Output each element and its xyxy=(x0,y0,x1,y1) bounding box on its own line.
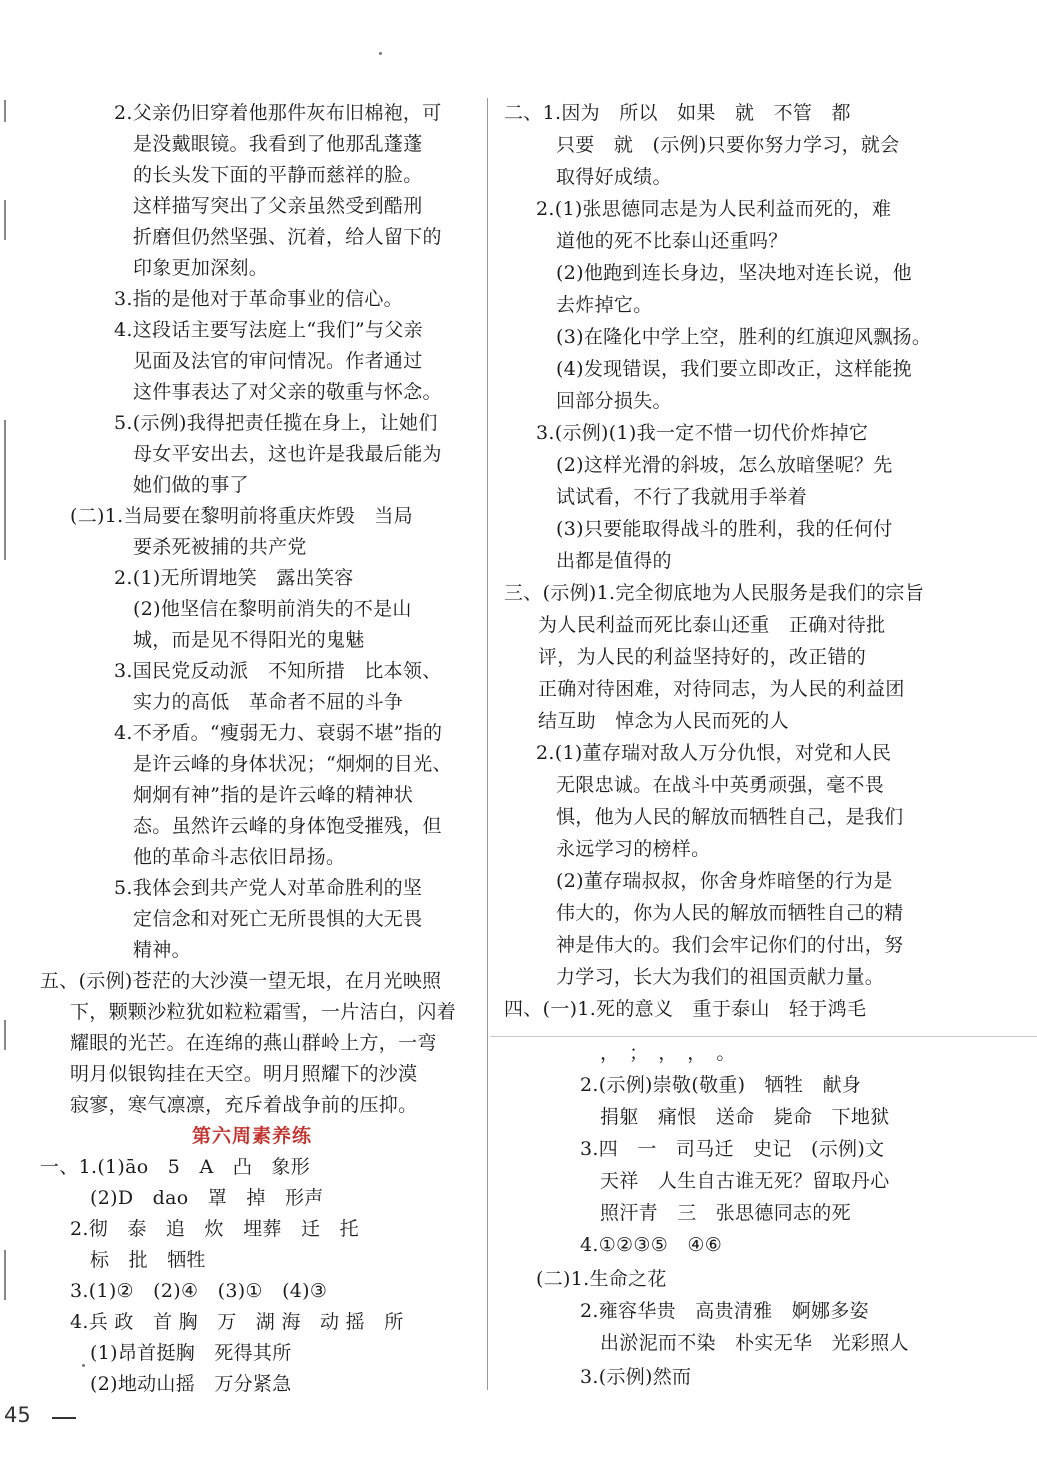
answer-line: 道他的死不比泰山还重吗？ xyxy=(556,230,788,252)
answer-line: 3.四 一 司马迁 史记 (示例)文 xyxy=(580,1138,885,1160)
edge-mark xyxy=(4,1020,6,1050)
answer-line: 炯炯有神”指的是许云峰的精神状 xyxy=(133,784,414,806)
answer-line: 结互助 悼念为人民而死的人 xyxy=(538,710,789,732)
answer-line: 精神。 xyxy=(133,939,191,961)
answer-line: 定信念和对死亡无所畏惧的大无畏 xyxy=(133,908,423,930)
answer-line: 2.(1)无所谓地笑 露出笑容 xyxy=(114,567,354,589)
answer-line: 这样描写突出了父亲虽然受到酷刑 xyxy=(133,195,423,217)
answer-line: 耀眼的光芒。在连绵的燕山群岭上方，一弯 xyxy=(70,1032,437,1054)
answer-line: 二、1.因为 所以 如果 就 不管 都 xyxy=(504,102,851,124)
answer-line: 捐躯 痛恨 送命 毙命 下地狱 xyxy=(600,1106,890,1128)
answer-line: 3.(示例)(1)我一定不惜一切代价炸掉它 xyxy=(536,422,869,444)
answer-line: 评，为人民的利益坚持好的，改正错的 xyxy=(538,646,867,668)
left-column xyxy=(0,0,490,1475)
answer-line: 3.(示例)然而 xyxy=(580,1366,692,1388)
answer-line: 2.(1)张思德同志是为人民利益而死的，难 xyxy=(536,198,892,220)
answer-line: 力学习，长大为我们的祖国贡献力量。 xyxy=(556,966,885,988)
answer-line: 她们做的事了 xyxy=(133,474,249,496)
answer-line: 神是伟大的。我们会牢记你们的付出，努 xyxy=(556,934,904,956)
edge-mark xyxy=(4,1250,6,1300)
answer-line: 下，颗颗沙粒犹如粒粒霜雪，一片洁白，闪着 xyxy=(70,1001,457,1023)
answer-line: (2)他跑到连长身边，坚决地对连长说，他 xyxy=(556,262,912,284)
column-divider xyxy=(487,98,488,1390)
answer-line: 去炸掉它。 xyxy=(556,294,653,316)
answer-line: 这件事表达了对父亲的敬重与怀念。 xyxy=(133,381,442,403)
answer-line: 是没戴眼镜。我看到了他那乱蓬蓬 xyxy=(133,133,423,155)
answer-line: 三、(示例)1.完全彻底地为人民服务是我们的宗旨 xyxy=(504,582,925,604)
right-column xyxy=(490,0,1037,1475)
answer-line: 5.我体会到共产党人对革命胜利的坚 xyxy=(114,877,423,899)
answer-line: 出淤泥而不染 朴实无华 光彩照人 xyxy=(600,1332,909,1354)
section-heading: 第六周素养练 xyxy=(192,1125,313,1147)
page-number: 45 xyxy=(4,1403,31,1427)
answer-line: 只要 就 (示例)只要你努力学习，就会 xyxy=(556,134,900,156)
answer-line: 实力的高低 革命者不屈的斗争 xyxy=(133,691,404,713)
answer-line: 印象更加深刻。 xyxy=(133,257,269,279)
answer-line: 寂寥，寒气凛凛，充斥着战争前的压抑。 xyxy=(70,1094,418,1116)
answer-line: (3)只要能取得战斗的胜利，我的任何付 xyxy=(556,518,893,540)
answer-line: (2)D dao 罩 掉 形声 xyxy=(90,1187,324,1209)
speck xyxy=(82,1364,85,1367)
answer-line: 2.(示例)崇敬(敬重) 牺牲 献身 xyxy=(580,1074,862,1096)
answer-line: (1)昂首挺胸 死得其所 xyxy=(90,1342,292,1364)
answer-line: 见面及法官的审问情况。作者通过 xyxy=(133,350,423,372)
answer-line: 四、(一)1.死的意义 重于泰山 轻于鸿毛 xyxy=(504,998,867,1020)
answer-line: 是许云峰的身体状况；“炯炯的目光、 xyxy=(133,753,452,775)
answer-line: (2)董存瑞叔叔，你舍身炸暗堡的行为是 xyxy=(556,870,893,892)
answer-line: 回部分损失。 xyxy=(556,390,672,412)
answer-line: 3.国民党反动派 不知所措 比本领、 xyxy=(114,660,442,682)
answer-line: 3.指的是他对于革命事业的信心。 xyxy=(114,288,403,310)
answer-line: 标 批 牺牲 xyxy=(90,1249,206,1271)
page-number-dash xyxy=(52,1417,76,1419)
answer-line: 无限忠诚。在战斗中英勇顽强，毫不畏 xyxy=(556,774,885,796)
answer-line: 惧，他为人民的解放而牺牲自己，是我们 xyxy=(556,806,904,828)
answer-line: 4.兵 政 首 胸 万 湖 海 动 摇 所 xyxy=(70,1311,404,1333)
answer-line: 4.这段话主要写法庭上“我们”与父亲 xyxy=(114,319,423,341)
answer-line: 他的革命斗志依旧昂扬。 xyxy=(133,846,346,868)
answer-line: 为人民利益而死比泰山还重 正确对待批 xyxy=(538,614,886,636)
answer-line: 五、(示例)苍茫的大沙漠一望无垠，在月光映照 xyxy=(40,970,442,992)
answer-line: (二)1.生命之花 xyxy=(536,1268,667,1290)
answer-line: ， ； ， ， 。 xyxy=(600,1042,736,1064)
answer-line: 5.(示例)我得把责任揽在身上，让她们 xyxy=(114,412,438,434)
answer-line: 2.彻 泰 追 炊 埋葬 迁 托 xyxy=(70,1218,359,1240)
answer-line: 永远学习的榜样。 xyxy=(556,838,711,860)
answer-line: 3.(1)② (2)④ (3)① (4)③ xyxy=(70,1280,328,1302)
answer-line: 取得好成绩。 xyxy=(556,166,672,188)
answer-line: (2)他坚信在黎明前消失的不是山 xyxy=(133,598,412,620)
answer-line: 的长头发下面的平静而慈祥的脸。 xyxy=(133,164,423,186)
answer-line: 2.雍容华贵 高贵清雅 婀娜多姿 xyxy=(580,1300,869,1322)
answer-line: 出都是值得的 xyxy=(556,550,672,572)
horizontal-rule xyxy=(490,1036,1037,1037)
answer-line: 母女平安出去，这也许是我最后能为 xyxy=(133,443,442,465)
answer-line: 2.(1)董存瑞对敌人万分仇恨，对党和人民 xyxy=(536,742,892,764)
answer-line: 2.父亲仍旧穿着他那件灰布旧棉袍，可 xyxy=(114,102,442,124)
answer-line: 一、1.(1)āo 5 A 凸 象形 xyxy=(40,1156,311,1178)
answer-line: (2)地动山摇 万分紧急 xyxy=(90,1373,292,1395)
answer-line: 4.①②③⑤ ④⑥ xyxy=(580,1234,723,1256)
edge-mark xyxy=(4,200,6,240)
answer-line: 天祥 人生自古谁无死？留取丹心 xyxy=(600,1170,890,1192)
answer-line: 照汗青 三 张思德同志的死 xyxy=(600,1202,851,1224)
answer-line: 态。虽然许云峰的身体饱受摧残，但 xyxy=(133,815,442,837)
edge-mark xyxy=(4,100,6,122)
answer-line: 明月似银钩挂在天空。明月照耀下的沙漠 xyxy=(70,1063,418,1085)
answer-line: (二)1.当局要在黎明前将重庆炸毁 当局 xyxy=(70,505,413,527)
answer-line: (2)这样光滑的斜坡，怎么放暗堡呢？先 xyxy=(556,454,893,476)
speck xyxy=(379,52,382,55)
answer-line: (4)发现错误，我们要立即改正，这样能挽 xyxy=(556,358,912,380)
answer-line: 要杀死被捕的共产党 xyxy=(133,536,307,558)
answer-line: 伟大的，你为人民的解放而牺牲自己的精 xyxy=(556,902,904,924)
edge-mark xyxy=(4,420,6,560)
answer-line: 折磨但仍然坚强、沉着，给人留下的 xyxy=(133,226,442,248)
answer-line: (3)在隆化中学上空，胜利的红旗迎风飘扬。 xyxy=(556,326,932,348)
answer-line: 4.不矛盾。“瘦弱无力、衰弱不堪”指的 xyxy=(114,722,443,744)
answer-line: 试试看，不行了我就用手举着 xyxy=(556,486,807,508)
answer-line: 正确对待困难，对待同志，为人民的利益团 xyxy=(538,678,905,700)
answer-line: 城，而是见不得阳光的鬼魅 xyxy=(133,629,365,651)
